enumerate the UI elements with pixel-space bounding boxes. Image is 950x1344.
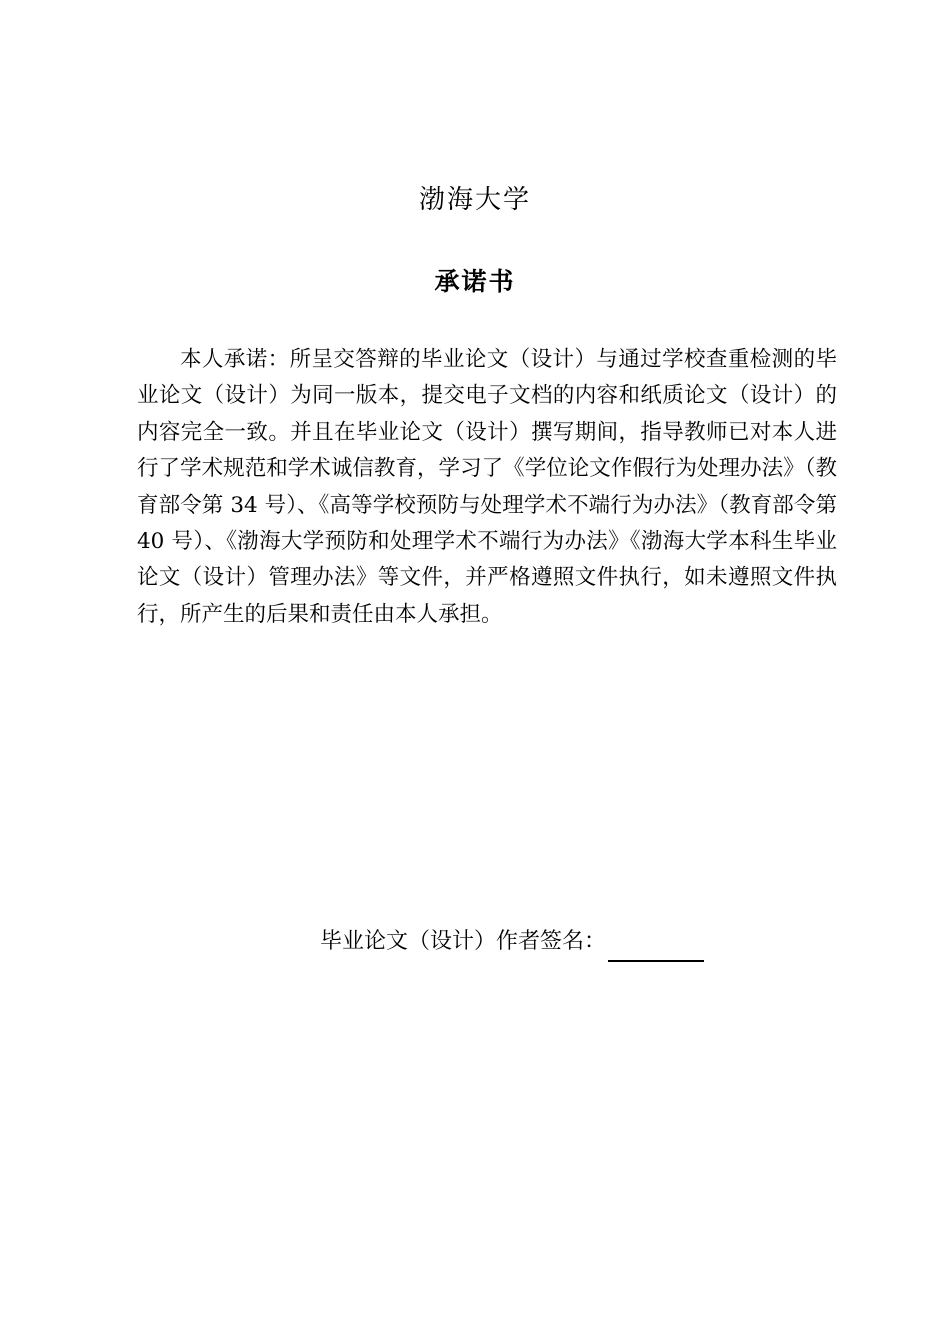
signature-block [320, 922, 704, 962]
signature-line[interactable] [608, 932, 704, 962]
pledge-paragraph: 本人承诺：所呈交答辩的毕业论文（设计）与通过学校查重检测的毕业论文（设计）为同一版本，提交电子文档的内容和纸质论文（设计）的内容完全一致。并且在毕业论文（设计）撰写期间，指导教师已对本人进行了学术规范和学术诚信教育，学习了《学位论文作假行为处理办法》（教育部令第 34 号）、《高等学校预防与处理学术不端行为办法》（教育部令第 40 号）、《渤海大学预防和处理学术不端行为办法》《渤海大学本科生毕业论文（设计）管理办法》等文件，并严格遵照文件执行，如未遵照文件执行，所产生的后果和责任由本人承担。 [137, 347, 837, 627]
document-title: 承诺书 [434, 267, 516, 296]
signature-label: 毕业论文（设计）作者签名： [320, 929, 607, 954]
university-name: 渤海大学 [418, 185, 531, 215]
